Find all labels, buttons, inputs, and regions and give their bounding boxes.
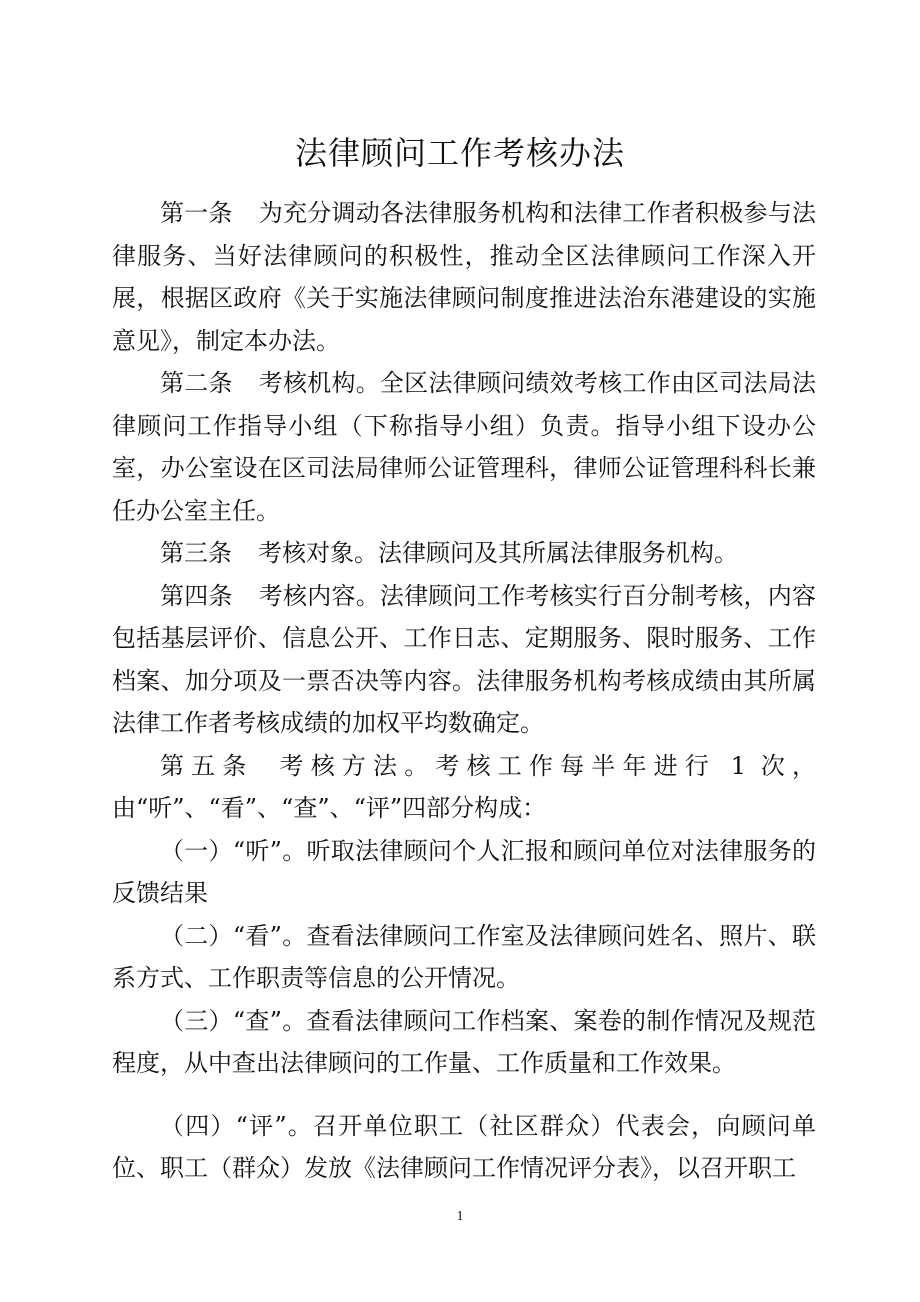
article-5-text: 考核方法。考核工作每半年进行 1 次，由“听”、“看”、“查”、“评”四部分构成：	[112, 751, 817, 822]
article-4-label: 第四条	[160, 581, 233, 610]
article-5-label: 第五条	[160, 751, 254, 780]
article-4	[112, 575, 816, 745]
method-item-listen: （一）“听”。听取法律顾问个人汇报和顾问单位对法律服务的反馈结果	[112, 836, 816, 907]
article-4-text: 考核内容。法律顾问工作考核实行百分制考核，内容包括基层评价、信息公开、工作日志、定期服务、限时服务、工作档案、加分项及一票否决等内容。法律服务机构考核成绩由其所属法律工作者考核成绩的加权平均数确定。	[112, 581, 817, 737]
article-3	[112, 532, 816, 575]
method-item-evaluate: （四）“评”。召开单位职工（社区群众）代表会，向顾问单位、职工（群众）发放《法律顾问工作情况评分表》，以召开职工	[112, 1111, 816, 1182]
article-2	[112, 362, 816, 532]
article-5	[112, 745, 816, 830]
article-1-label: 第一条	[160, 199, 233, 227]
article-3-text: 考核对象。法律顾问及其所属法律服务机构。	[258, 539, 738, 567]
document-body	[112, 192, 816, 1190]
page-number: 1	[456, 1209, 464, 1224]
article-2-label: 第二条	[160, 369, 233, 397]
article-3-label: 第三条	[160, 539, 232, 567]
method-item-look: （二）“看”。查看法律顾问工作室及法律顾问姓名、照片、联系方式、工作职责等信息的公开情况。	[112, 921, 816, 992]
article-1	[112, 192, 816, 362]
article-1-text: 为充分调动各法律服务机构和法律工作者积极参与法律服务、当好法律顾问的积极性，推动全区法律顾问工作深入开展，根据区政府《关于实施法律顾问制度推进法治东港建设的实施意见》，制定本办法。	[112, 199, 817, 355]
article-2-text: 考核机构。全区法律顾问绩效考核工作由区司法局法律顾问工作指导小组（下称指导小组）负责。指导小组下设办公室，办公室设在区司法局律师公证管理科，律师公证管理科科长兼任办公室主任。	[112, 369, 817, 525]
document-title: 法律顾问工作考核办法	[294, 134, 625, 173]
method-item-check: （三）“查”。查看法律顾问工作档案、案卷的制作情况及规范程度，从中查出法律顾问的工作量、工作质量和工作效果。	[112, 1006, 816, 1077]
